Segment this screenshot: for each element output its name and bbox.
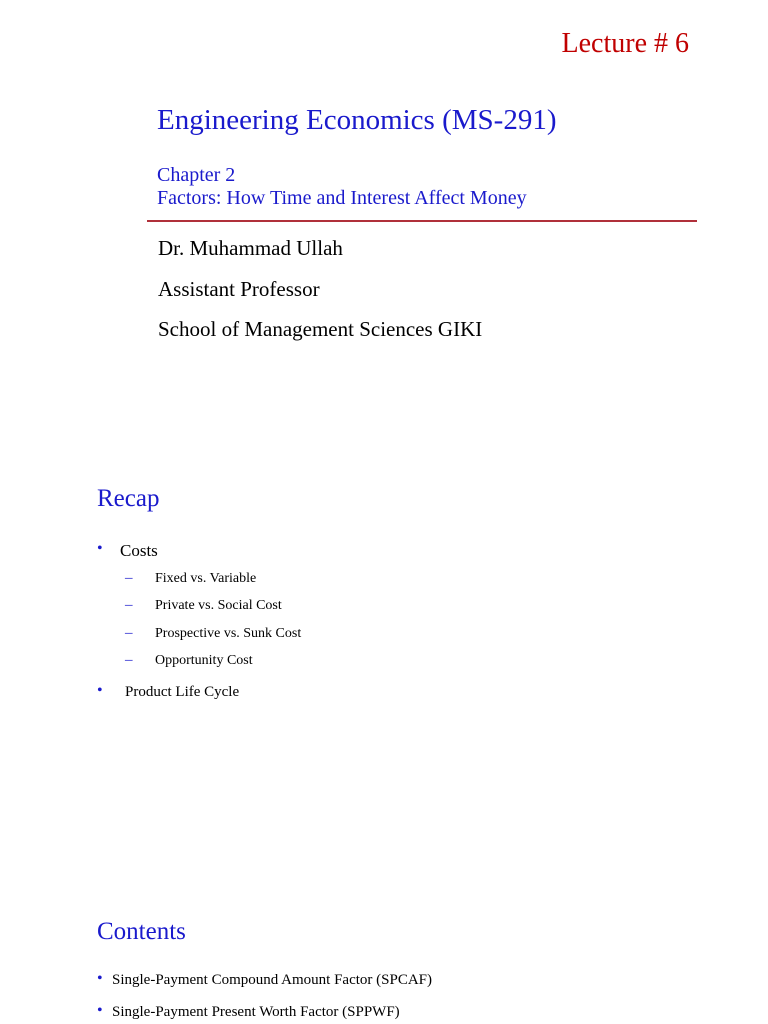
recap-bullet-plc: Product Life Cycle (125, 684, 240, 700)
course-title: Engineering Economics (MS-291) (157, 104, 557, 136)
title-divider (147, 220, 697, 222)
contents-item: Single-Payment Compound Amount Factor (SPCAF) (112, 972, 433, 988)
recap-sub-item: Opportunity Cost (155, 653, 253, 668)
author-position: Assistant Professor (158, 277, 320, 301)
chapter-label: Chapter 2 (157, 164, 236, 186)
chapter-subtitle: Factors: How Time and Interest Affect Money (157, 187, 527, 209)
bullet-icon: • (97, 682, 103, 699)
recap-sub-item: Fixed vs. Variable (155, 571, 257, 586)
dash-icon: – (125, 570, 133, 586)
recap-heading: Recap (97, 485, 160, 512)
recap-bullet-costs: Costs (120, 541, 158, 560)
author-institution: School of Management Sciences GIKI (158, 317, 483, 341)
contents-item: Single-Payment Present Worth Factor (SPPWF) (112, 1004, 400, 1020)
contents-heading: Contents (97, 918, 186, 945)
author-name: Dr. Muhammad Ullah (158, 236, 343, 260)
dash-icon: – (125, 652, 133, 668)
lecture-number: Lecture # 6 (561, 28, 689, 59)
bullet-icon: • (97, 970, 103, 987)
bullet-icon: • (97, 540, 103, 557)
dash-icon: – (125, 597, 133, 613)
recap-sub-item: Private vs. Social Cost (155, 598, 282, 613)
dash-icon: – (125, 625, 133, 641)
bullet-icon: • (97, 1002, 103, 1019)
recap-sub-item: Prospective vs. Sunk Cost (155, 626, 302, 641)
